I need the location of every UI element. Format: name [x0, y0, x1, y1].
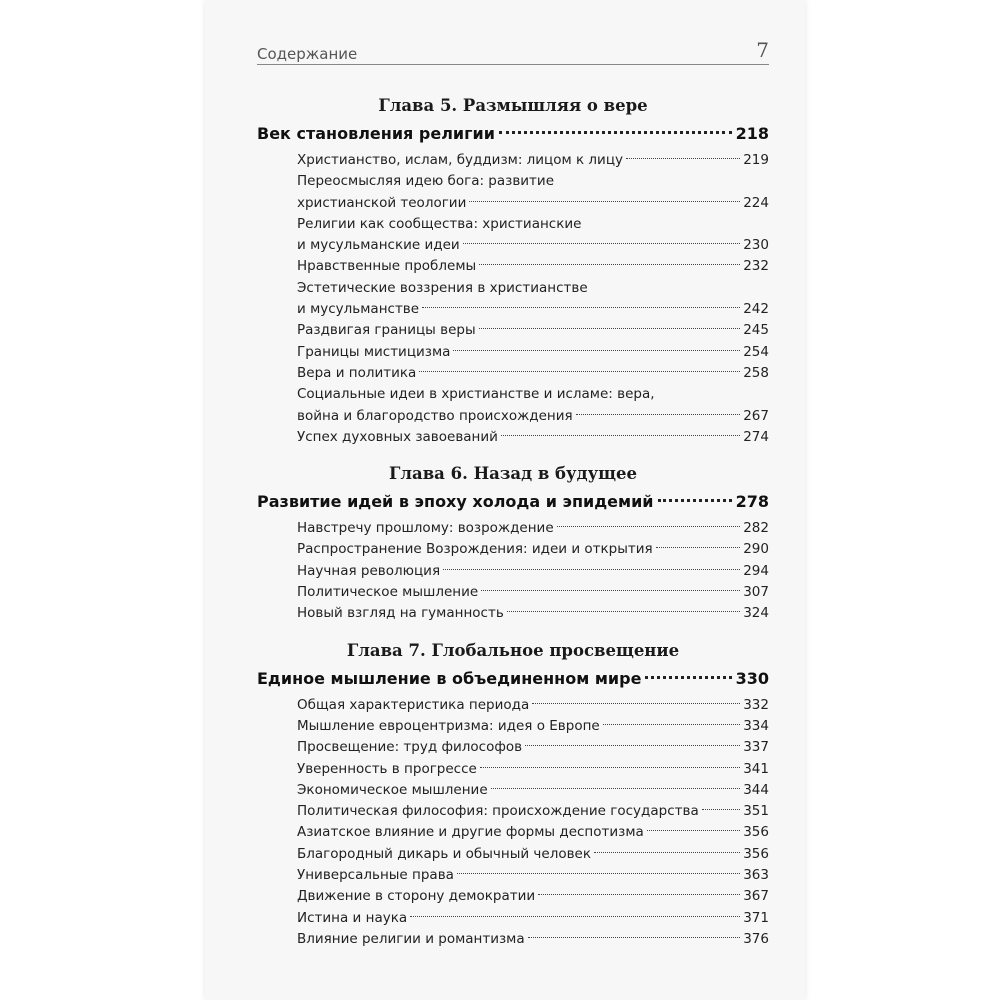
dot-leader — [422, 307, 740, 308]
toc-entry-line — [297, 908, 769, 929]
dot-leader — [532, 703, 740, 704]
toc-part-entry[interactable] — [257, 120, 769, 148]
entry-title: христианской теологии — [297, 194, 467, 211]
entry-page-number: 356 — [743, 824, 769, 841]
part-page-number: 278 — [735, 492, 769, 512]
toc-entry[interactable] — [257, 822, 769, 843]
entry-page-number: 337 — [743, 739, 769, 756]
running-head-title: Содержание — [257, 45, 358, 63]
entry-title: Религии как сообщества: христианские — [297, 215, 582, 232]
toc-entry[interactable] — [257, 695, 769, 716]
toc-entry-line — [297, 193, 769, 214]
toc-entry-line — [297, 235, 769, 256]
entry-title: Уверенность в прогрессе — [297, 760, 477, 777]
entry-page-number: 344 — [743, 781, 769, 798]
entry-page-number: 376 — [743, 930, 769, 947]
entry-title: Политическое мышление — [297, 584, 479, 601]
dot-leader — [419, 371, 740, 372]
toc-entry-line — [297, 929, 769, 950]
toc-entry[interactable] — [257, 844, 769, 865]
entry-title: Нравственные проблемы — [297, 258, 477, 275]
toc-chapter — [257, 460, 769, 624]
dot-leader — [525, 745, 740, 746]
dot-leader — [481, 590, 740, 591]
part-title: Век становления религии — [257, 124, 495, 143]
toc-entry-line — [297, 363, 769, 384]
toc-entry-line — [297, 539, 769, 560]
dot-leader — [538, 894, 740, 895]
toc-entry-line — [297, 518, 769, 539]
entry-title: Эстетические воззрения в христианстве — [297, 279, 588, 296]
entry-title: Мышление евроцентризма: идея о Европе — [297, 717, 600, 734]
dot-leader — [480, 767, 740, 768]
toc-entry[interactable] — [257, 716, 769, 737]
dot-leader — [576, 414, 741, 415]
entry-page-number: 294 — [743, 562, 769, 579]
toc-entry-line — [297, 886, 769, 907]
entry-page-number: 219 — [743, 152, 769, 168]
entry-title: Общая характеристика периода — [297, 696, 530, 713]
toc-entry[interactable] — [257, 886, 769, 907]
toc-entry[interactable] — [257, 384, 769, 427]
toc-entry[interactable] — [257, 801, 769, 822]
toc-entry[interactable] — [257, 603, 769, 624]
entry-title: Раздвигая границы веры — [297, 322, 476, 339]
chapter-spacer — [257, 448, 769, 460]
entry-page-number: 363 — [743, 867, 769, 884]
entry-page-number: 245 — [743, 322, 769, 339]
entry-title: Универсальные права — [297, 867, 454, 884]
entry-page-number: 334 — [743, 717, 769, 734]
entry-page-number: 254 — [743, 343, 769, 360]
page-number: 7 — [756, 38, 769, 62]
toc-entry-line — [297, 384, 769, 405]
toc-entry[interactable] — [257, 908, 769, 929]
entry-title: Научная революция — [297, 562, 441, 579]
table-of-contents — [257, 92, 769, 950]
dot-leader — [507, 611, 740, 612]
toc-entry-line — [297, 299, 769, 320]
entry-title: и мусульманстве — [297, 301, 420, 318]
entry-page-number: 341 — [743, 760, 769, 777]
toc-entry-line — [297, 822, 769, 843]
entry-title: Политическая философия: происхождение государства — [297, 803, 699, 820]
running-head — [257, 34, 769, 65]
toc-entry[interactable] — [257, 256, 769, 277]
toc-entry[interactable] — [257, 363, 769, 384]
dot-leader — [656, 547, 741, 548]
entry-title: Движение в сторону демократии — [297, 888, 536, 905]
toc-entry-line — [297, 320, 769, 341]
entry-page-number: 224 — [743, 194, 769, 211]
dot-leader — [491, 788, 741, 789]
dot-leader — [479, 328, 741, 329]
toc-entry[interactable] — [257, 759, 769, 780]
dot-leader — [647, 830, 740, 831]
toc-entry-line — [297, 603, 769, 624]
entry-title: Навстречу прошлому: возрождение — [297, 520, 554, 537]
toc-entry[interactable] — [257, 342, 769, 363]
entry-title: Азиатское влияние и другие формы деспотизма — [297, 824, 644, 841]
entry-page-number: 290 — [743, 541, 769, 558]
entry-title: Благородный дикарь и обычный человек — [297, 845, 592, 862]
dot-leader — [499, 131, 732, 134]
toc-chapter — [257, 637, 769, 951]
entry-page-number: 351 — [743, 803, 769, 820]
toc-entry[interactable] — [257, 865, 769, 886]
dot-leader — [626, 158, 740, 159]
dot-leader — [453, 350, 740, 351]
toc-entry[interactable] — [257, 780, 769, 801]
toc-entry-line — [297, 716, 769, 737]
entry-title: Социальные идеи в христианстве и исламе: вера, — [297, 386, 655, 403]
toc-entry[interactable] — [257, 561, 769, 582]
entry-title: Переосмысляя идею бога: развитие — [297, 173, 554, 190]
dot-leader — [410, 916, 740, 917]
toc-entry-line — [297, 342, 769, 363]
dot-leader — [658, 499, 732, 502]
entry-title: Границы мистицизма — [297, 343, 451, 360]
entry-title: Распространение Возрождения: идеи и открытия — [297, 541, 653, 558]
toc-entry[interactable] — [257, 518, 769, 539]
entry-title: Новый взгляд на гуманность — [297, 605, 504, 622]
entry-page-number: 324 — [743, 605, 769, 622]
entry-title: Экономическое мышление — [297, 781, 488, 798]
entry-title: Влияние религии и романтизма — [297, 930, 525, 947]
toc-entry[interactable] — [257, 171, 769, 214]
toc-entry-line — [297, 561, 769, 582]
toc-entry-line — [297, 759, 769, 780]
entry-page-number: 367 — [743, 888, 769, 905]
toc-entry-line — [297, 780, 769, 801]
toc-entry[interactable] — [257, 150, 769, 171]
dot-leader — [457, 873, 740, 874]
toc-entry-line — [297, 427, 769, 448]
toc-entry-line — [297, 171, 769, 192]
part-title: Единое мышление в объединенном мире — [257, 668, 642, 688]
chapter-spacer — [257, 625, 769, 637]
dot-leader — [479, 264, 740, 265]
toc-entry[interactable] — [257, 278, 769, 321]
toc-chapter — [257, 92, 769, 448]
toc-entry-line — [297, 737, 769, 758]
dot-leader — [501, 435, 740, 436]
toc-entry[interactable] — [257, 929, 769, 950]
chapter-title: Глава 7. Глобальное просвещение — [346, 640, 680, 660]
chapter-title: Глава 6. Назад в будущее — [388, 464, 637, 484]
entry-title: Христианство, ислам, буддизм: лицом к лицу — [297, 152, 624, 168]
entry-title: Вера и политика — [297, 364, 417, 381]
entry-page-number: 274 — [743, 428, 769, 445]
toc-entry-line — [297, 406, 769, 427]
entry-page-number: 307 — [743, 584, 769, 601]
toc-entry-line — [297, 214, 769, 235]
dot-leader — [702, 809, 741, 810]
toc-entry-line — [297, 278, 769, 299]
toc-entry-line — [297, 801, 769, 822]
chapter-title: Глава 5. Размышляя о вере — [378, 96, 648, 115]
dot-leader — [594, 852, 740, 853]
part-title: Развитие идей в эпоху холода и эпидемий — [257, 492, 654, 512]
toc-entry-line — [297, 865, 769, 886]
toc-entry[interactable] — [257, 539, 769, 560]
toc-entry-line — [297, 695, 769, 716]
dot-leader — [603, 724, 741, 725]
toc-entry-line — [297, 582, 769, 603]
dot-leader — [645, 676, 731, 679]
dot-leader — [557, 526, 741, 527]
entry-page-number: 282 — [743, 520, 769, 537]
dot-leader — [528, 937, 741, 938]
entry-page-number: 230 — [743, 237, 769, 254]
entry-page-number: 332 — [743, 696, 769, 713]
toc-part-entry[interactable] — [257, 665, 769, 693]
toc-entry[interactable] — [257, 737, 769, 758]
toc-entry-line — [297, 150, 769, 171]
entry-page-number: 258 — [743, 364, 769, 381]
entry-title: Успех духовных завоеваний — [297, 428, 498, 445]
part-page-number: 218 — [735, 124, 769, 143]
entry-page-number: 232 — [743, 258, 769, 275]
dot-leader — [463, 243, 741, 244]
toc-part-entry[interactable] — [257, 488, 769, 516]
toc-entry-line — [297, 256, 769, 277]
entry-page-number: 242 — [743, 301, 769, 318]
part-page-number: 330 — [735, 668, 769, 688]
entry-title: Истина и наука — [297, 909, 408, 926]
dot-leader — [443, 569, 740, 570]
toc-entry[interactable] — [257, 214, 769, 257]
dot-leader — [469, 201, 740, 202]
toc-entry[interactable] — [257, 582, 769, 603]
toc-entry[interactable] — [257, 320, 769, 341]
entry-title: война и благородство происхождения — [297, 407, 573, 424]
entry-page-number: 356 — [743, 845, 769, 862]
book-page — [205, 0, 805, 1000]
entry-title: и мусульманские идеи — [297, 237, 460, 254]
entry-page-number: 267 — [743, 407, 769, 424]
toc-entry-line — [297, 844, 769, 865]
entry-title: Просвещение: труд философов — [297, 739, 523, 756]
entry-page-number: 371 — [743, 909, 769, 926]
toc-entry[interactable] — [257, 427, 769, 448]
